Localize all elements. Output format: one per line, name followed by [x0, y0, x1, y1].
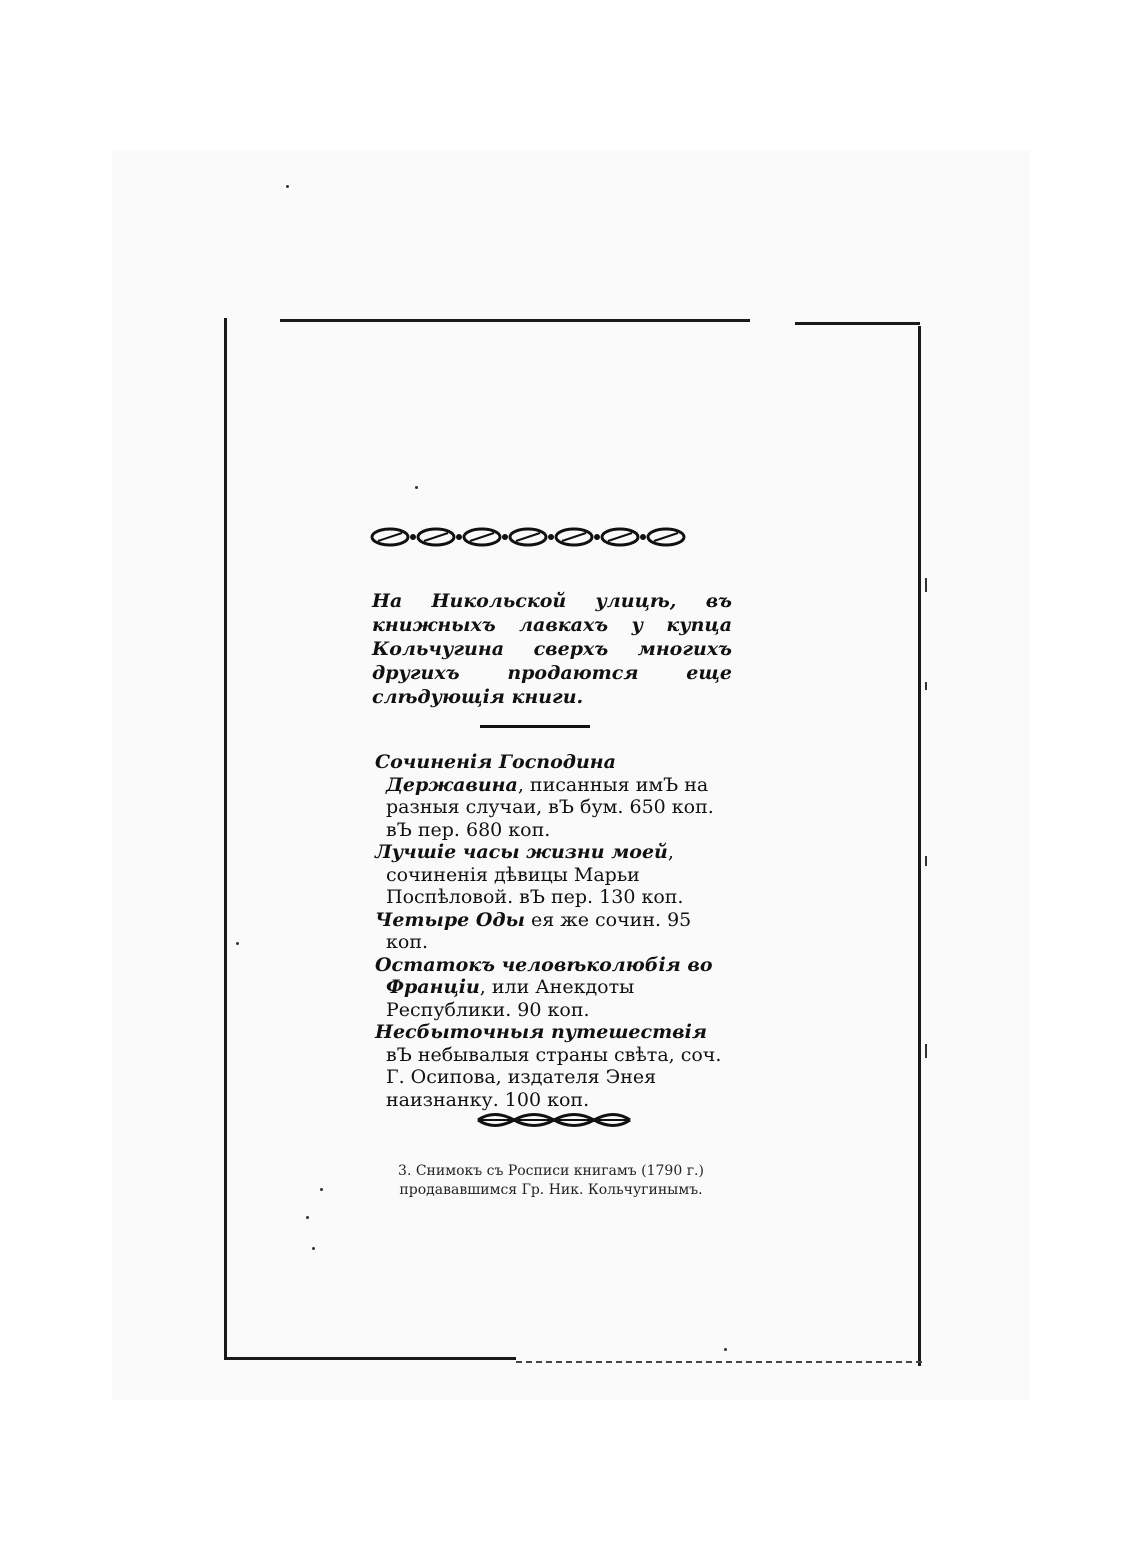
frame-bottom-border — [224, 1357, 516, 1360]
book-title: Лучшіе часы жизни моей — [375, 841, 668, 863]
scan-speck — [320, 1188, 323, 1191]
scan-speck — [306, 1216, 309, 1219]
book-description: , сочиненія дѣвицы Марьи Поспѣловой. вЪ пер. 130 коп. — [386, 841, 684, 908]
book-description: , или Анекдоты Республики. 90 коп. — [386, 976, 635, 1021]
scan-speck — [286, 185, 289, 188]
book-description: ея же сочин. 95 коп. — [386, 908, 692, 953]
frame-left-border — [224, 318, 227, 1360]
intro-paragraph: На Никольской улицѣ, въ книжныхъ лавкахъ у купца Кольчугина сверхъ многихъ другихъ продаются еще слѣдующія книги. — [372, 590, 732, 708]
scan-mark — [925, 856, 927, 866]
scan-mark — [925, 578, 927, 592]
decorative-ornament-top — [368, 521, 698, 553]
book-description: вЪ небывалыя страны свѣта, соч. Г. Осипова, издателя Энея наизнанку. 100 коп. — [386, 1043, 722, 1111]
list-item — [375, 909, 737, 954]
list-item — [375, 954, 737, 1022]
book-description: , писанныя имЪ на разныя случаи, вЪ бум. 650 коп. вЪ пер. 680 коп. — [386, 773, 714, 841]
book-title: Несбыточныя путешествія — [375, 1021, 707, 1043]
scan-mark — [925, 1044, 927, 1058]
book-title: Сочиненія Господина Державина — [375, 751, 616, 796]
scan-speck — [312, 1247, 315, 1250]
scan-mark — [925, 682, 927, 690]
figure-caption: 3. Снимокъ съ Росписи книгамъ (1790 г.) продававшимся Гр. Ник. Кольчугинымъ. — [398, 1163, 704, 1198]
decorative-ornament-bottom — [474, 1107, 634, 1133]
scan-speck — [236, 942, 239, 945]
divider-rule — [480, 725, 590, 728]
book-list — [375, 751, 737, 1111]
frame-top-border — [280, 319, 750, 322]
scan-speck — [724, 1348, 727, 1351]
frame-bottom-border-dashed — [516, 1361, 922, 1363]
list-item — [375, 841, 737, 909]
book-title: Остатокъ человѣколюбія во Франціи — [375, 953, 713, 998]
frame-right-border — [918, 326, 921, 1366]
scan-speck — [415, 486, 418, 489]
book-title: Четыре Оды — [375, 908, 525, 931]
list-item — [375, 1021, 737, 1111]
list-item — [375, 751, 737, 841]
frame-top-border-segment — [795, 322, 920, 325]
